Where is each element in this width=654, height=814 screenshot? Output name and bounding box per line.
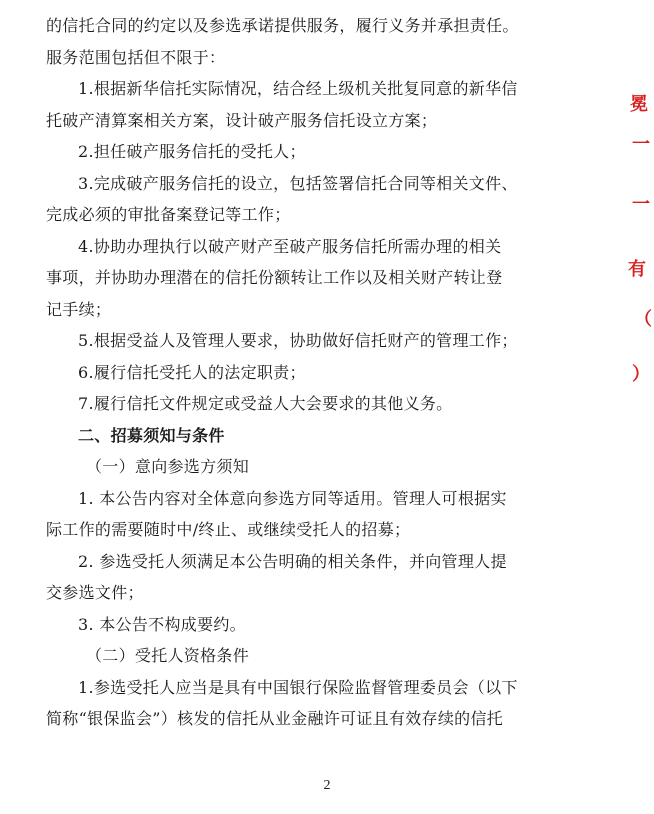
seal-mark: 有 [628,259,646,280]
seal-mark: 冕 [630,94,648,115]
list-item: 1.根据新华信托实际情况，结合经上级机关批复同意的新华信 [78,79,518,98]
body-line: 际工作的需要随时中/终止、或继续受托人的招募； [46,520,411,539]
document-body [46,13,586,738]
list-item: 7.履行信托文件规定或受益人大会要求的其他义务。 [78,394,453,413]
seal-stamp [628,80,654,400]
list-item: 2.担任破产服务信托的受托人； [78,142,306,161]
body-line: 事项，并协助办理潜在的信托份额转让工作以及相关财产转让登 [46,268,503,287]
list-item: 2. 参选受托人须满足本公告明确的相关条件，并向管理人提 [78,551,507,571]
list-item: 4.协助办理执行以破产财产至破产服务信托所需办理的相关 [78,236,502,256]
list-item: 1. 本公告内容对全体意向参选方同等适用。管理人可根据实 [78,488,507,508]
seal-mark: 一 [632,194,650,215]
subsection-heading: （一）意向参选方须知 [86,457,250,476]
list-item: 5.根据受益人及管理人要求，协助做好信托财产的管理工作； [78,331,518,350]
list-item: 3. 本公告不构成要约。 [78,614,246,634]
section-heading: 二、招募须知与条件 [78,425,225,445]
body-line: 记手续； [46,299,112,319]
body-line: 的信托合同的约定以及参选承诺提供服务，履行义务并承担责任。 [46,16,519,35]
seal-mark: （ [634,309,652,330]
list-item: 1.参选受托人应当是具有中国银行保险监督管理委员会（以下 [78,677,518,697]
body-line: 交参选文件； [46,583,144,602]
list-item: 6.履行信托受托人的法定职责； [78,362,306,382]
seal-mark: ） [632,364,650,385]
body-line: 完成必须的审批备案登记等工作； [46,205,291,224]
body-line: 简称“银保监会”）核发的信托从业金融许可证且有效存续的信托 [46,709,504,728]
list-item: 3.完成破产服务信托的设立，包括签署信托合同等相关文件、 [78,173,518,193]
body-line: 托破产清算案相关方案，设计破产服务信托设立方案； [46,110,438,130]
subsection-heading: （二）受托人资格条件 [86,646,250,665]
seal-mark: 一 [632,134,650,155]
page-number: 2 [323,778,331,793]
body-line: 服务范围包括但不限于： [46,47,226,67]
